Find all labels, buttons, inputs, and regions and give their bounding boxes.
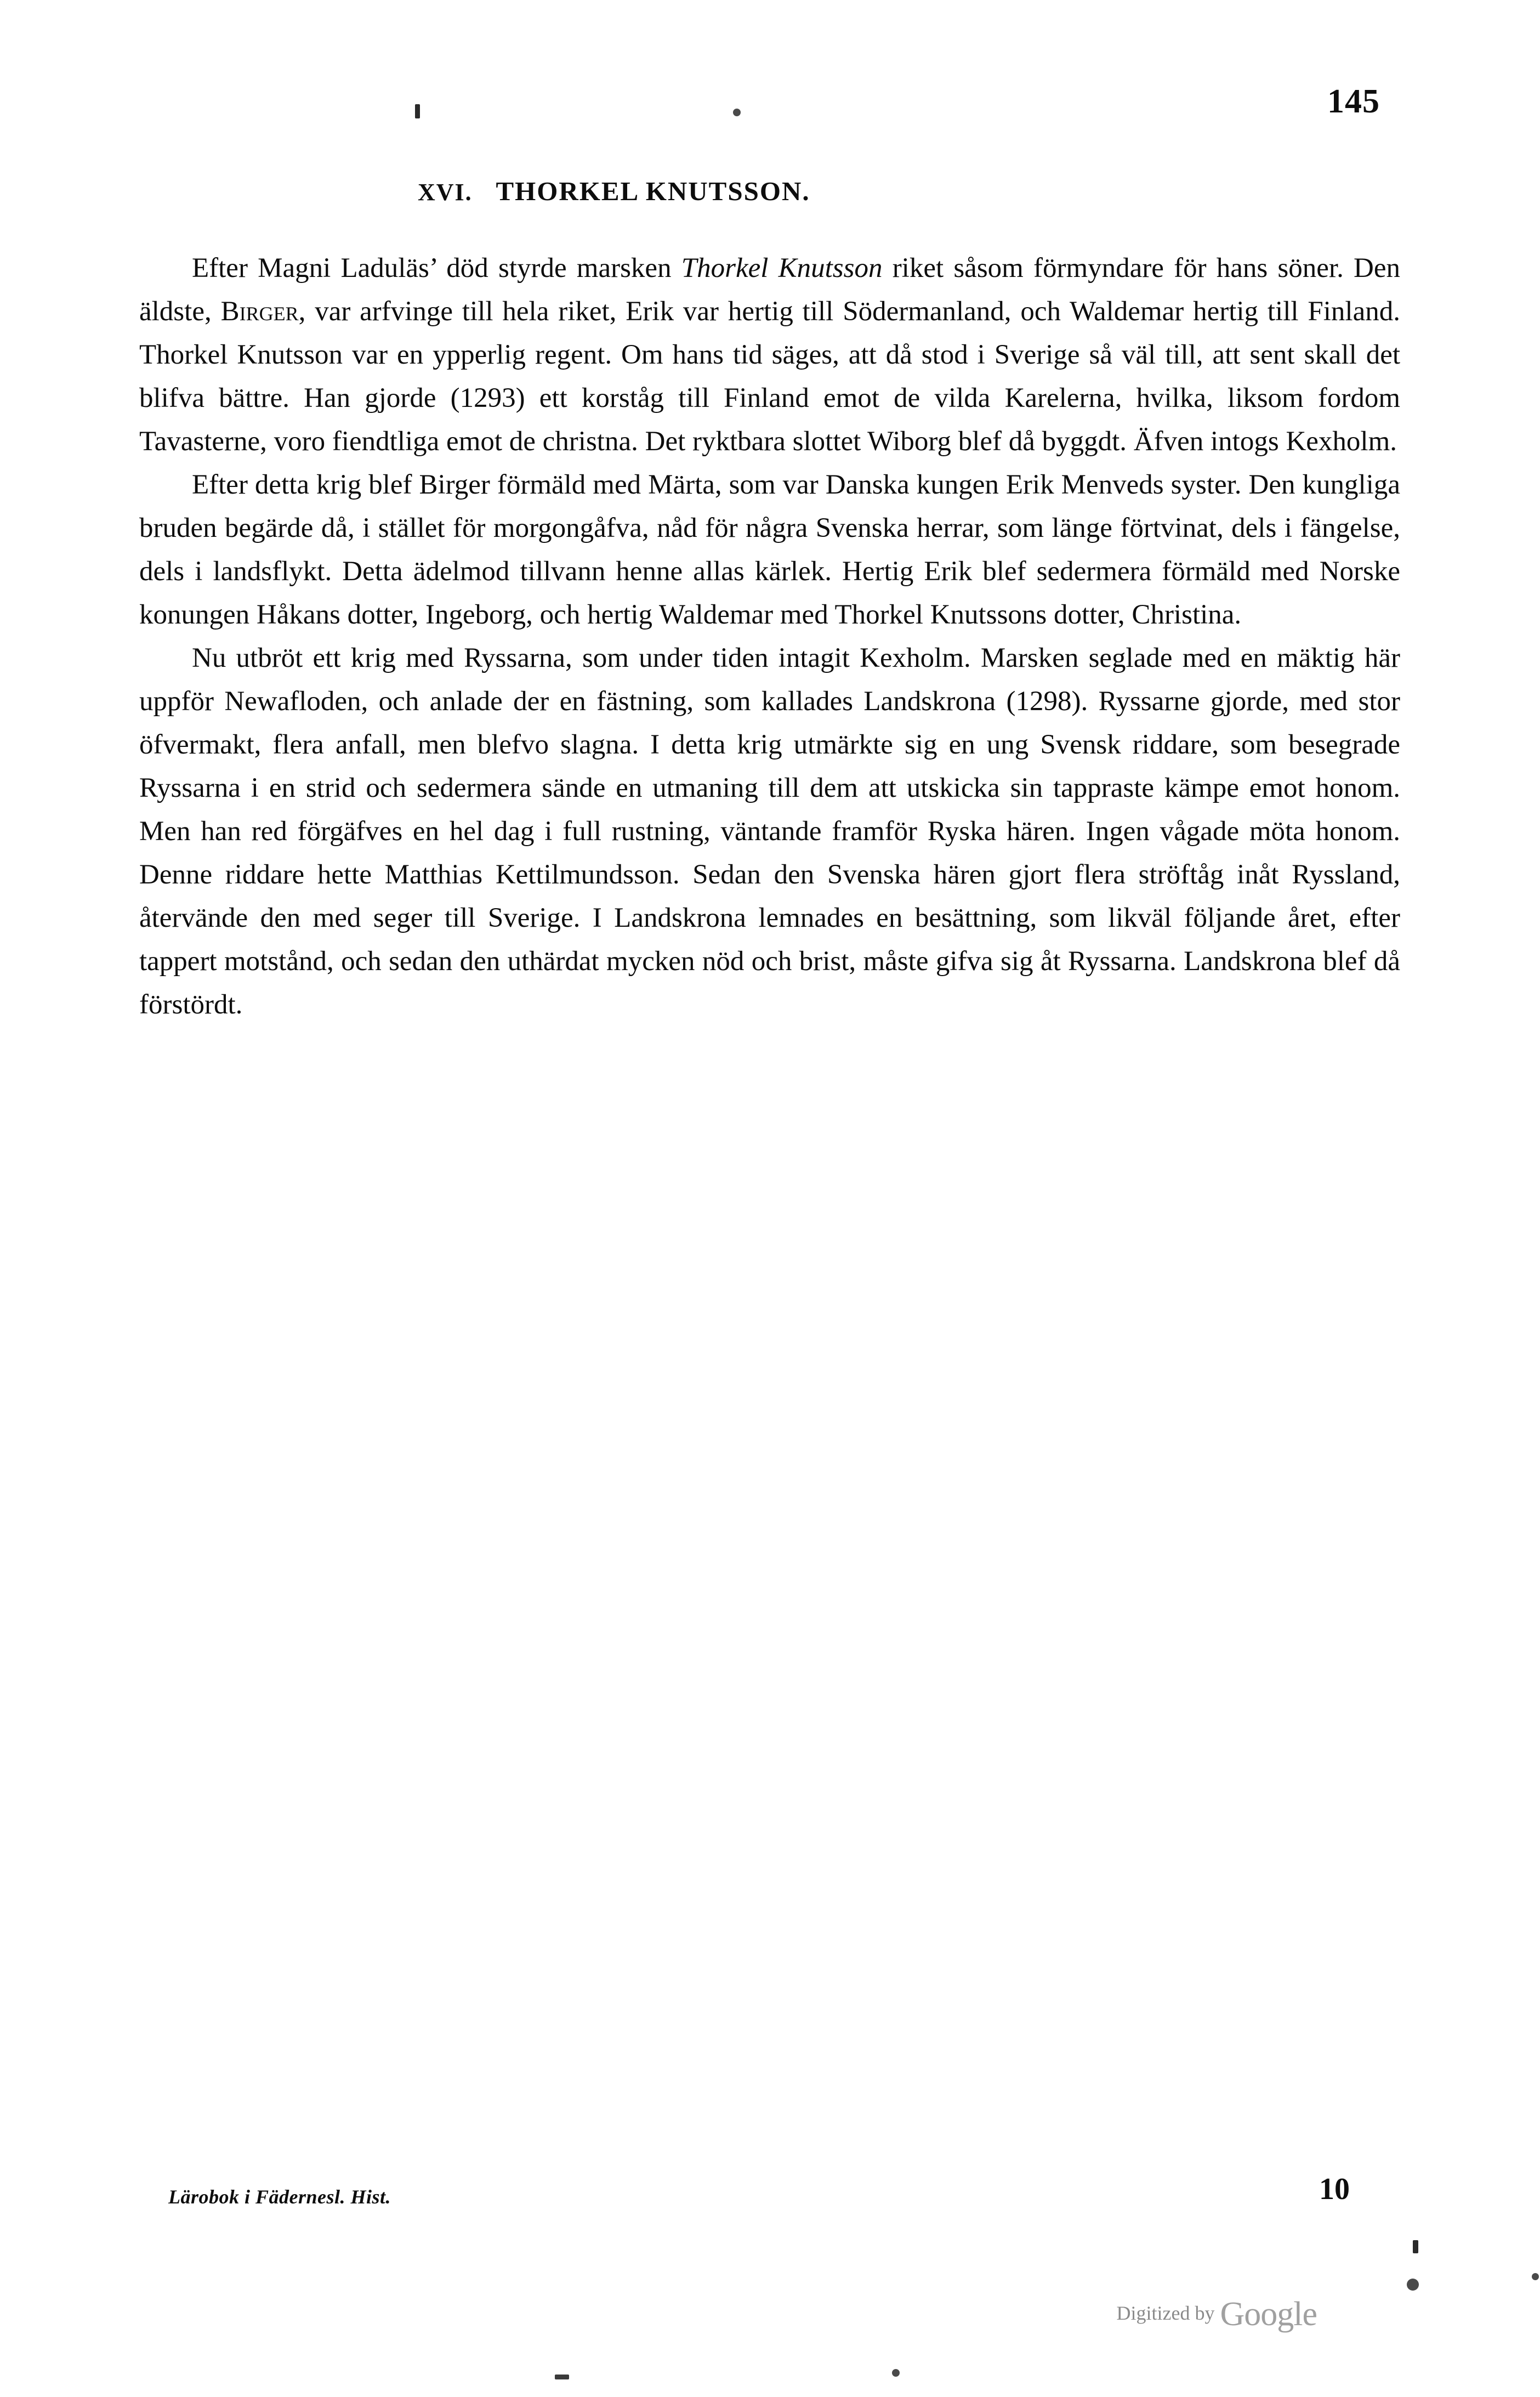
scan-speck — [1413, 2240, 1418, 2253]
running-footer-title: Lärobok i Fädernesl. Hist. — [168, 2186, 391, 2208]
scan-speck — [1407, 2279, 1419, 2291]
paragraph: Efter detta krig blef Birger förmäld med Märta, som var Danska kungen Erik Menveds syster. Den kungliga bruden begärde då, i stället för morgongåfva, nåd för några Svenska herrar, som länge förtvinat, dels i fängelse, dels i landsflykt. Detta ädelmod tillvann henne allas kärlek. Hertig Erik blef sedermera förmäld med Norske konungen Håkans dotter, Ingeborg, och hertig Waldemar med Thorkel Knutssons dotter, Christina. — [139, 469, 1400, 630]
chapter-numeral: XVI. — [418, 179, 473, 206]
chapter-heading — [418, 175, 810, 207]
scan-speck — [1532, 2273, 1539, 2280]
scan-speck — [892, 2369, 900, 2377]
body-text — [139, 247, 1400, 1027]
google-wordmark: Google — [1220, 2296, 1317, 2333]
scan-speck — [415, 104, 420, 118]
digitized-watermark — [1117, 2295, 1317, 2334]
paragraph: Nu utbröt ett krig med Ryssarna, som under tiden intagit Kexholm. Marsken seglade med en mäktig här uppför Newafloden, och anlade der en fästning, som kallades Landskrona (1298). Ryssarne gjorde, med stor öfvermakt, flera anfall, men blefvo slagna. I detta krig utmärkte sig en ung Svensk riddare, som besegrade Ryssarna i en strid och sedermera sände en utmaning till dem att utskicka sin tappraste kämpe emot honom. Men han red förgäfves en hel dag i full rustning, väntande framför Ryska hären. Ingen vågade möta honom. Denne riddare hette Matthias Kettilmundsson. Sedan den Svenska hären gjort flera ströftåg inåt Ryssland, återvände den med seger till Sverige. I Landskrona lemnades en besättning, som likväl följande året, efter tappert motstånd, och sedan den uthärdat mycken nöd och brist, måste gifva sig åt Ryssarna. Landskrona blef då förstördt. — [139, 643, 1400, 1020]
scan-speck — [555, 2375, 569, 2379]
paragraph: Efter Magni Laduläs’ död styrde marsken Thorkel Knutsson riket såsom förmyndare för hans söner. Den äldste, Birger, var arfvinge till hela riket, Erik var hertig till Södermanland, och Waldemar hertig till Finland. Thorkel Knutsson var en ypperlig regent. Om hans tid säges, att då stod i Sverige så väl till, att sent skall det blifva bättre. Han gjorde (1293) ett korståg till Finland emot de vilda Karelerna, hvilka, liksom fordom Tavasterne, voro fiendtliga emot de christna. Det ryktbara slottet Wiborg blef då byggdt. Äfven intogs Kexholm. — [139, 253, 1400, 457]
signature-mark: 10 — [1319, 2172, 1350, 2206]
page-number: 145 — [1327, 83, 1380, 120]
digitized-label: Digitized by — [1116, 2302, 1215, 2324]
chapter-title: THORKEL KNUTSSON. — [496, 176, 810, 206]
page-content — [127, 0, 1413, 2397]
scan-speck — [733, 109, 741, 116]
